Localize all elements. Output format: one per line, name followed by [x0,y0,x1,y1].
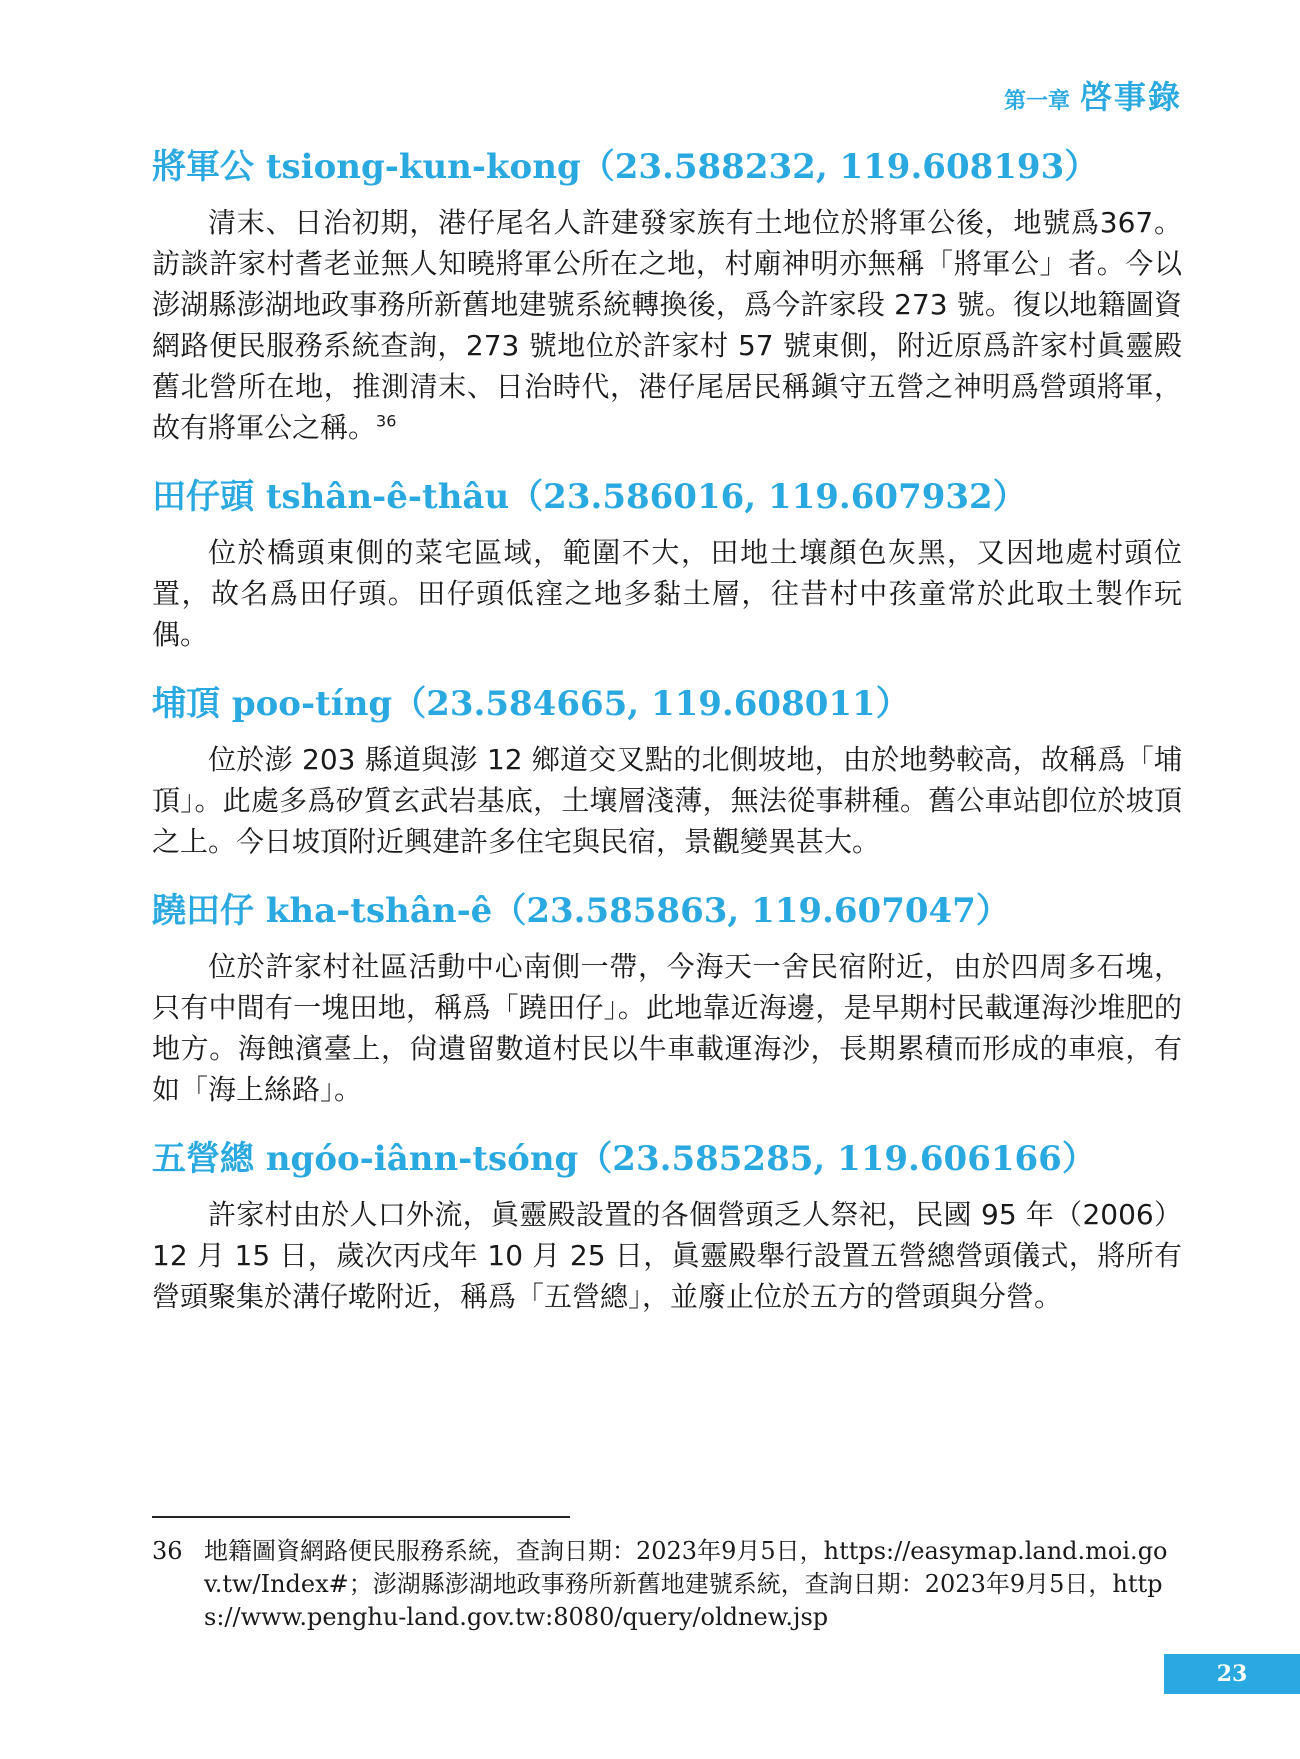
running-head [1004,72,1182,118]
page-number: 23 [1164,1654,1300,1694]
entry-body: 位於澎 203 縣道與澎 12 鄉道交叉點的北側坡地，由於地勢較高，故稱爲「埔頂」。此處多爲矽質玄武岩基底，土壤層淺薄，無法從事耕種。舊公車站卽位於坡頂之上。今日坡頂附近興建許多住宅與民宿，景觀變異甚大。 [152,743,1182,858]
footnote-number: 36 [152,1537,183,1565]
footnote-divider [152,1516,570,1518]
entry-heading: 五營總 ngóo-iânn-tsóng（23.585285, 119.606166） [152,1139,1096,1179]
entry-jiangjungong [152,142,1182,448]
footnote-text[interactable]: 地籍圖資網路便民服務系統，查詢日期：2023年9月5日，https://easymap.land.moi.gov.tw/Index#；澎湖縣澎湖地政事務所新舊地建號系統，查詢日期：2023年9月5日，https://www.penghu-land.gov.tw:8080/query/oldnew.jsp [204,1537,1168,1631]
entry-heading: 蹺田仔 kha-tshân-ê（23.585863, 119.607047） [152,891,1010,931]
main-content [152,142,1182,1341]
chapter-title: 啓事錄 [1079,78,1182,116]
footnote-reference[interactable]: 36 [376,411,397,431]
entry-body: 許家村由於人口外流，眞靈殿設置的各個營頭乏人祭祀，民國 95 年（2006）12 月 15 日，歲次丙戌年 10 月 25 日，眞靈殿舉行設置五營總營頭儀式，將所有營頭聚集於溝仔墘附近，稱爲「五營總」，並廢止位於五方的營頭與分營。 [152,1198,1182,1313]
entry-qiaotianzai [152,886,1182,1110]
chapter-label: 第一章 [1003,89,1070,114]
entry-buding [152,679,1182,862]
entry-tianzaitou [152,472,1182,655]
footnote [152,1535,1182,1634]
entry-wuyingzong [152,1134,1182,1317]
entry-body: 清末、日治初期，港仔尾名人許建發家族有土地位於將軍公後，地號爲367。訪談許家村耆老並無人知曉將軍公所在之地，村廟神明亦無稱「將軍公」者。今以澎湖縣澎湖地政事務所新舊地建號系統轉換後，爲今許家段 273 號。復以地籍圖資網路便民服務系統查詢，273 號地位於許家村 57 號東側，附近原爲許家村眞靈殿舊北營所在地，推測清末、日治時代，港仔尾居民稱鎭守五營之神明爲營頭將軍，故有將軍公之稱。$^{36}$ [152,206,1182,444]
entry-body: 位於許家村社區活動中心南側一帶，今海天一舍民宿附近，由於四周多石塊，只有中間有一塊田地，稱爲「蹺田仔」。此地靠近海邊，是早期村民載運海沙堆肥的地方。海蝕濱臺上，尙遺留數道村民以牛車載運海沙，長期累積而形成的車痕，有如「海上絲路」。 [152,950,1182,1106]
entry-body: 位於橋頭東側的菜宅區域，範圍不大，田地土壤顏色灰黑，又因地處村頭位置，故名爲田仔頭。田仔頭低窪之地多黏土層，往昔村中孩童常於此取土製作玩偶。 [152,536,1182,651]
entry-heading: 將軍公 tsiong-kun-kong（23.588232, 119.608193） [152,147,1099,187]
entry-heading: 埔頂 poo-tíng（23.584665, 119.608011） [152,684,910,724]
entry-heading: 田仔頭 tshân-ê-thâu（23.586016, 119.607932） [152,477,1027,517]
